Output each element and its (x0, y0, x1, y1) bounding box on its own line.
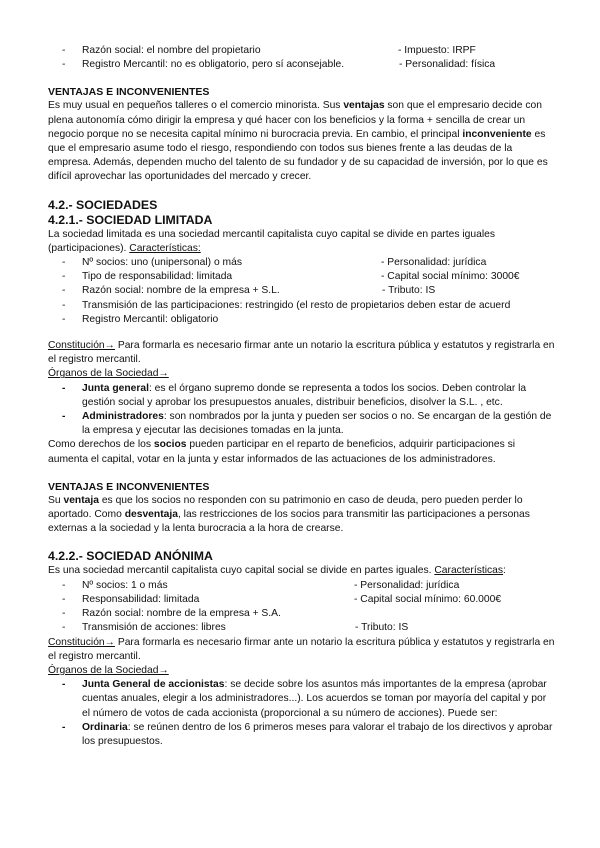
list-item: - Junta general: es el órgano supremo donde se representa a todos los socios. Deben controlar la gestión social y aprobar los presupuestos anuales, distribuir beneficios, disolver la S.L. , etc. (48, 382, 556, 410)
section-title: 4.2.- SOCIEDADES (48, 197, 158, 212)
constitution-paragraph: Constitución→ Para formarla es necesario firmar ante un notario la escritura pública y estatutos y registrarla en el registro mercantil. (48, 636, 555, 662)
organos-label: Órganos de la Sociedad→ (48, 664, 169, 676)
section-heading: VENTAJAS E INCONVENIENTES (48, 480, 210, 493)
list-item-right-text: - Personalidad: física (399, 59, 496, 71)
paragraph: Como derechos de los socios pueden participar en el reparto de beneficios, adquirir participaciones si aumenta el capital, votar en la junta y estar informados de las actuaciones de los administradores. (48, 439, 516, 465)
section-heading: VENTAJAS E INCONVENIENTES (48, 86, 210, 99)
list-item-text: Registro Mercantil: no es obligatorio, pero sí aconsejable. (82, 59, 345, 71)
paragraph: Su ventaja es que los socios no responden con su patrimonio en caso de deuda, pero pueden perder lo aportado. Como desventaja, las restricciones de los socios para transmitir las participaciones a personas externas a la sociedad y la lenta burocracia a la hora de crearse. (48, 494, 530, 535)
list-item: - Tipo de responsabilidad: limitada - Capital social mínimo: 3000€ (48, 270, 556, 284)
paragraph: Es muy usual en pequeños talleres o el comercio minorista. Sus ventajas son que el empresario decide con plena autonomía cómo dirigir la empresa y qué hacer con los beneficios y la forma + sencilla de crear un negocio porque no se necesita capital mínimo ni burocracia previa. En cambio, el principal inconveniente es que el empresario asume todo el riesgo, respondiendo con todos sus bienes frente a las deudas de la empresa. Además, dependen mucho del talento de su fundador y de su capacidad de inversión, por lo que es difícil aprovechar las oportunidades del mercado y crecer. (48, 100, 548, 183)
list-item: - Registro Mercantil: obligatorio (48, 313, 556, 327)
subsection-title: 4.2.2.- SOCIEDAD ANÓNIMA (48, 549, 213, 564)
organos-list (48, 678, 556, 749)
organos-label: Órganos de la Sociedad→ (48, 368, 169, 380)
list-item: - Razón social: nombre de la empresa + S.L. - Tributo: IS (48, 284, 556, 298)
subsection-title: 4.2.1.- SOCIEDAD LIMITADA (48, 212, 213, 227)
constitution-paragraph: Constitución→ Para formarla es necesario firmar ante un notario la escritura pública y estatutos y registrarla en el registro mercantil. (48, 340, 555, 366)
list-item: - Junta General de accionistas: se decide sobre los asuntos más importantes de la empresa (aprobar cuentas anuales, elegir a los administradores...). Los acuerdos se toman por mayoría del capital y por el número de votos de cada accionista (proporcional a su número de acciones). Puede ser: (48, 678, 556, 721)
paragraph: Es una sociedad mercantil capitalista cuyo capital social se divide en partes iguales. Características: (48, 565, 506, 577)
list-item: - Nº socios: 1 o más - Personalidad: jurídica (48, 579, 556, 593)
list-item: - Transmisión de las participaciones: restringido (el resto de propietarios deben estar de acuerd (48, 299, 556, 313)
paragraph: La sociedad limitada es una sociedad mercantil capitalista cuyo capital se divide en partes iguales (participaciones). Características: (48, 228, 496, 254)
features-list (48, 256, 556, 327)
list-item-text: Razón social: el nombre del propietario (82, 45, 261, 56)
list-item: - Transmisión de acciones: libres - Tributo: IS (48, 621, 556, 635)
list-item: - Ordinaria: se reúnen dentro de los 6 primeros meses para valorar el trabajo de los directivos y aprobar los presupuestos. (48, 721, 556, 749)
list-item: - Responsabilidad: limitada - Capital social mínimo: 60.000€ (48, 593, 556, 607)
document-page (48, 44, 556, 749)
list-item (48, 58, 556, 72)
list-item (48, 44, 556, 58)
list-item: - Nº socios: uno (unipersonal) o más - Personalidad: jurídica (48, 256, 556, 270)
list-item: - Administradores: son nombrados por la junta y pueden ser socios o no. Se encargan de la gestión de la empresa y ejecutar las decisiones tomadas en la junta. (48, 410, 556, 438)
top-list (48, 44, 556, 72)
features-list (48, 579, 556, 636)
organos-list (48, 382, 556, 439)
list-item: - Razón social: nombre de la empresa + S.A. (48, 607, 556, 621)
list-item-right-text: - Impuesto: IRPF (398, 45, 476, 56)
